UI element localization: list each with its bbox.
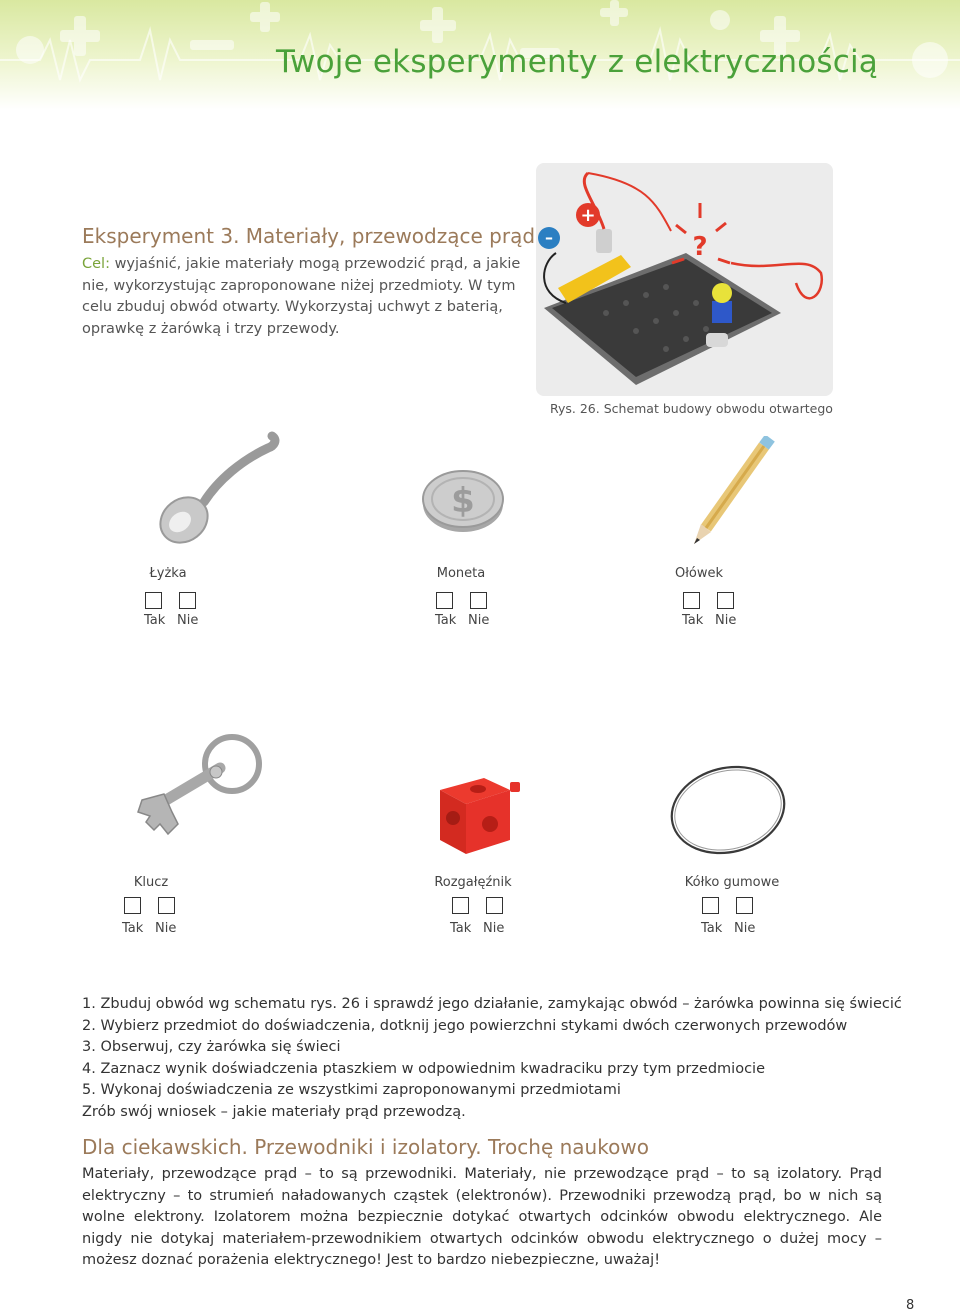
page-number: 8 <box>906 1298 915 1313</box>
spoon-icon <box>152 430 282 545</box>
checkbox-spoon-no[interactable] <box>179 592 196 609</box>
option-yes: Tak <box>435 613 457 628</box>
curious-title: Dla ciekawskich. Przewodniki i izolatory. Trochę naukowo <box>82 1135 649 1159</box>
checkbox-pencil-yes[interactable] <box>683 592 700 609</box>
step-5: 5. Wykonaj doświadczenia ze wszystkimi zaproponowanymi przedmiotami <box>82 1082 621 1098</box>
checkbox-rubber-ring-no[interactable] <box>736 897 753 914</box>
instruction-steps <box>82 994 902 1123</box>
rubber-ring-icon <box>664 762 792 858</box>
checkbox-spoon-yes[interactable] <box>145 592 162 609</box>
connector-cube-icon <box>434 770 524 860</box>
checkbox-connector-yes[interactable] <box>452 897 469 914</box>
checkbox-rubber-ring-yes[interactable] <box>702 897 719 914</box>
checkbox-key-yes[interactable] <box>124 897 141 914</box>
figure-caption: Rys. 26. Schemat budowy obwodu otwartego <box>550 401 833 416</box>
option-no: Nie <box>483 921 505 936</box>
checkbox-coin-no[interactable] <box>470 592 487 609</box>
pencil-icon <box>690 436 776 548</box>
option-yes: Tak <box>450 921 472 936</box>
step-4: 4. Zaznacz wynik doświadczenia ptaszkiem w odpowiednim kwadraciku przy tym przedmiocie <box>82 1060 765 1077</box>
option-no: Nie <box>734 921 756 936</box>
svg-text:$: $ <box>451 481 475 521</box>
item-label-rubber-ring: Kółko gumowe <box>684 875 780 890</box>
option-yes: Tak <box>682 613 704 628</box>
checkbox-key-no[interactable] <box>158 897 175 914</box>
checkbox-connector-no[interactable] <box>486 897 503 914</box>
circuit-photo <box>536 163 833 396</box>
item-label-spoon: Łyżka <box>149 566 187 581</box>
step-3: 3. Obserwuj, czy żarówka się świeci <box>82 1039 341 1055</box>
step-1: 1. Zbuduj obwód wg schematu rys. 26 i sprawdź jego działanie, zamykając obwód – żarówka powinna się świecić <box>82 996 902 1012</box>
experiment-goal <box>82 254 527 340</box>
option-no: Nie <box>715 613 737 628</box>
question-mark: ? <box>692 232 708 262</box>
checkbox-pencil-no[interactable] <box>717 592 734 609</box>
option-yes: Tak <box>144 613 166 628</box>
goal-text: wyjaśnić, jakie materiały mogą przewodzić prąd, a jakie nie, wykorzystując zaproponowane niżej przedmioty. W tym celu zbuduj obwód otwarty. Wykorzystaj uchwyt z baterią, oprawkę z żarówką i trzy przewody. <box>82 256 521 337</box>
checkbox-coin-yes[interactable] <box>436 592 453 609</box>
open-circuit-icon <box>536 163 833 396</box>
item-label-pencil: Ołówek <box>674 566 724 581</box>
conclusion-step: Zrób swój wniosek – jakie materiały prąd przewodzą. <box>82 1103 466 1120</box>
key-icon <box>120 728 268 846</box>
step-2: 2. Wybierz przedmiot do doświadczenia, dotknij jego powierzchni stykami dwóch czerwonych przewodów <box>82 1017 848 1034</box>
item-label-connector: Rozgałęźnik <box>434 875 512 890</box>
coin-icon <box>420 466 506 534</box>
option-yes: Tak <box>701 921 723 936</box>
item-label-key: Klucz <box>133 875 169 890</box>
page-title: Twoje eksperymenty z elektrycznością <box>276 44 878 80</box>
option-no: Nie <box>468 613 490 628</box>
item-label-coin: Moneta <box>436 566 486 581</box>
goal-label: Cel: <box>82 256 110 272</box>
minus-sign: – <box>545 228 553 247</box>
option-no: Nie <box>177 613 199 628</box>
experiment-title: Eksperyment 3. Materiały, przewodzące prąd <box>82 224 536 248</box>
curious-text: Materiały, przewodzące prąd – to są przewodniki. Materiały, nie przewodzące prąd – to są izolatory. Prąd elektryczny – to strumień naładowanych cząstek (elektronów). Przewodniki przewodzą prąd, bo w nich są wolne elektrony. Izolatorem można bezpiecznie dotykać otwartych odcinków obwodu elektrycznego. Ale nigdy nie dotykaj materiałem-przewodnikiem otwartych odcinków obwodu elektrycznego o dużej mocy – możesz doznać porażenia elektrycznego! Jest to bardzo niebezpieczne, uważaj! <box>82 1166 882 1268</box>
option-yes: Tak <box>122 921 144 936</box>
option-no: Nie <box>155 921 177 936</box>
plus-sign: + <box>580 205 596 226</box>
